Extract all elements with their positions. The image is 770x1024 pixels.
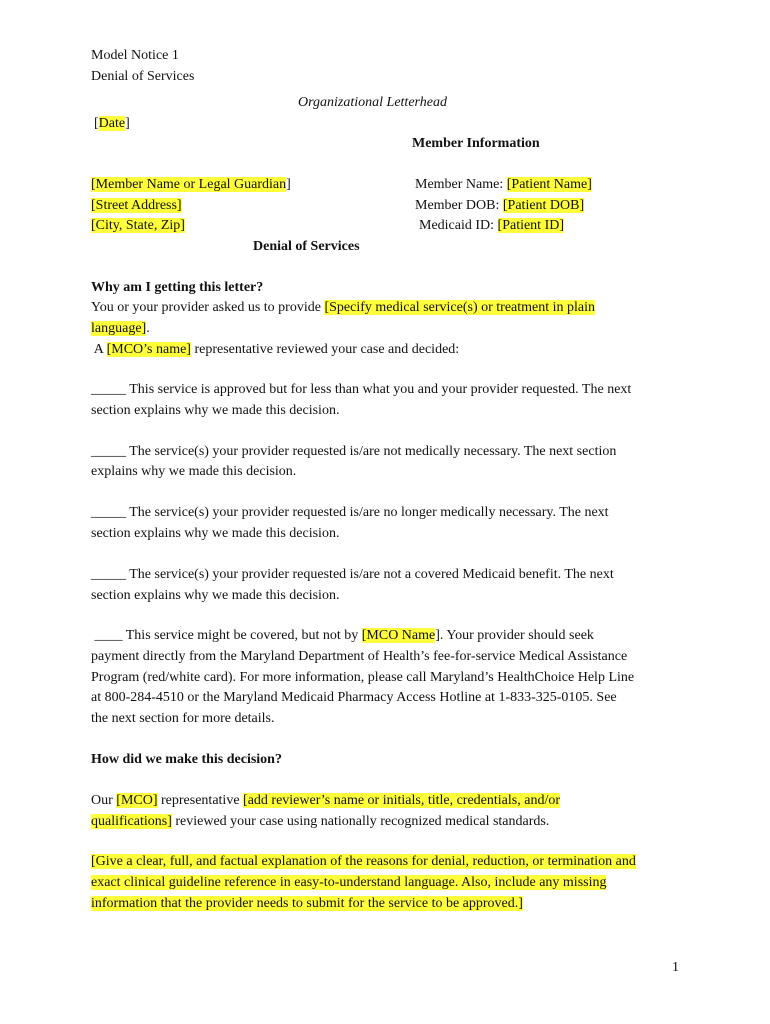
explanation-line-1: [Give a clear, full, and factual explanation of the reasons for denial, reduction, or termination and <box>91 854 636 869</box>
explanation-line-2: exact clinical guideline reference in easy-to-understand language. Also, include any missing <box>91 875 607 890</box>
option-approved-less: _____ This service is approved but for less than what you and your provider requested. The next <box>91 382 632 397</box>
member-dob-row: Member DOB: [Patient DOB] <box>415 198 585 213</box>
option-no-longer-necessary: _____ The service(s) your provider requested is/are no longer medically necessary. The next <box>91 505 609 520</box>
how-heading: How did we make this decision? <box>91 752 282 767</box>
member-info-heading: Member Information <box>412 136 540 151</box>
patient-name-placeholder: [Patient Name] <box>506 177 592 192</box>
patient-id-placeholder: [Patient ID] <box>497 218 565 233</box>
document-title: Denial of Services <box>253 239 360 254</box>
option-might-be-covered-line-5: the next section for more details. <box>91 711 275 726</box>
option-not-covered-cont: section explains why we made this decision. <box>91 588 340 603</box>
option-not-covered: _____ The service(s) your provider requested is/are not a covered Medicaid benefit. The next <box>91 567 614 582</box>
why-line-1: You or your provider asked us to provide [Specify medical service(s) or treatment in plain <box>91 300 596 315</box>
why-line-2: language]. <box>91 321 150 336</box>
why-line-3: A [MCO’s name] representative reviewed your case and decided: <box>91 342 460 357</box>
option-might-be-covered-line-2: payment directly from the Maryland Department of Health’s fee-for-service Medical Assistance <box>91 649 628 664</box>
option-not-necessary: _____ The service(s) your provider requested is/are not medically necessary. The next section <box>91 444 617 459</box>
medicaid-id-row: Medicaid ID: [Patient ID] <box>419 218 565 233</box>
letterhead-placeholder: Organizational Letterhead <box>298 95 447 110</box>
model-notice: Model Notice 1 <box>91 48 179 63</box>
explanation-line-3: information that the provider needs to submit for the service to be approved.] <box>91 896 523 911</box>
address-name: [Member Name or Legal Guardian] <box>91 177 291 192</box>
patient-dob-placeholder: [Patient DOB] <box>502 198 585 213</box>
option-might-be-covered: ____ This service might be covered, but not by [MCO Name]. Your provider should seek <box>91 628 594 643</box>
date-line: [Date] <box>94 116 130 131</box>
notice-type: Denial of Services <box>91 69 195 84</box>
how-line-2: qualifications] reviewed your case using nationally recognized medical standards. <box>91 814 550 829</box>
address-city: [City, State, Zip] <box>91 218 185 233</box>
option-no-longer-necessary-cont: section explains why we made this decision. <box>91 526 340 541</box>
option-not-necessary-cont: explains why we made this decision. <box>91 464 297 479</box>
page-number: 1 <box>672 960 679 975</box>
address-street: [Street Address] <box>91 198 182 213</box>
option-might-be-covered-line-3: Program (red/white card). For more information, please call Maryland’s HealthChoice Help Line <box>91 670 635 685</box>
date-placeholder: Date <box>98 116 126 131</box>
member-name-row: Member Name: [Patient Name] <box>415 177 592 192</box>
why-heading: Why am I getting this letter? <box>91 280 264 295</box>
option-approved-less-cont: section explains why we made this decision. <box>91 403 340 418</box>
option-might-be-covered-line-4: at 800-284-4510 or the Maryland Medicaid Pharmacy Access Hotline at 1-833-325-0105. See <box>91 690 617 705</box>
how-line-1: Our [MCO] representative [add reviewer’s name or initials, title, credentials, and/or <box>91 793 560 808</box>
